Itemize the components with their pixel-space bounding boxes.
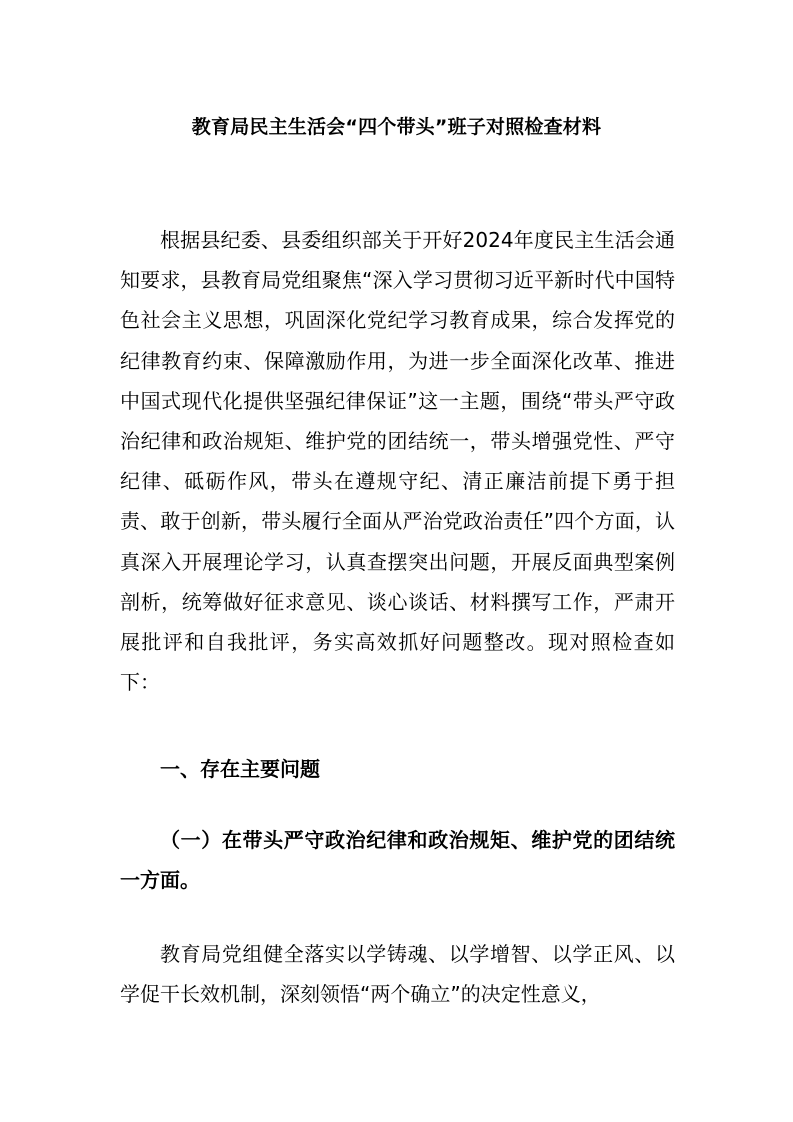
subsection-heading-political-discipline: （一）在带头严守政治纪律和政治规矩、维护党的团结统一方面。 <box>120 828 675 893</box>
intro-paragraph: 根据县纪委、县委组织部关于开好2024年度民主生活会通知要求，县教育局党组聚焦“深入学习贯彻习近平新时代中国特色社会主义思想，巩固深化党纪学习教育成果，综合发挥党的纪律教育约束、保障激励作用，为进一步全面深化改革、推进中国式现代化提供坚强纪律保证”这一主题，围绕“带头严守政治纪律和政治规矩、维护党的团结统一，带头增强党性、严守纪律、砥砺作风，带头在遵规守纪、清正廉洁前提下勇于担责、敢于创新，带头履行全面从严治党政治责任”四个方面，认真深入开展理论学习，认真查摆突出问题，开展反面典型案例剖析，统筹做好征求意见、谈心谈话、材料撰写工作，严肃开展批评和自我批评，务实高效抓好问题整改。现对照检查如下： <box>120 228 675 695</box>
section-heading-problems: 一、存在主要问题 <box>160 757 320 781</box>
subsection-body-paragraph: 教育局党组健全落实以学铸魂、以学增智、以学正风、以学促干长效机制，深刻领悟“两个确立”的决定性意义， <box>120 942 675 1007</box>
document-title: 教育局民主生活会“四个带头”班子对照检查材料 <box>191 116 602 138</box>
